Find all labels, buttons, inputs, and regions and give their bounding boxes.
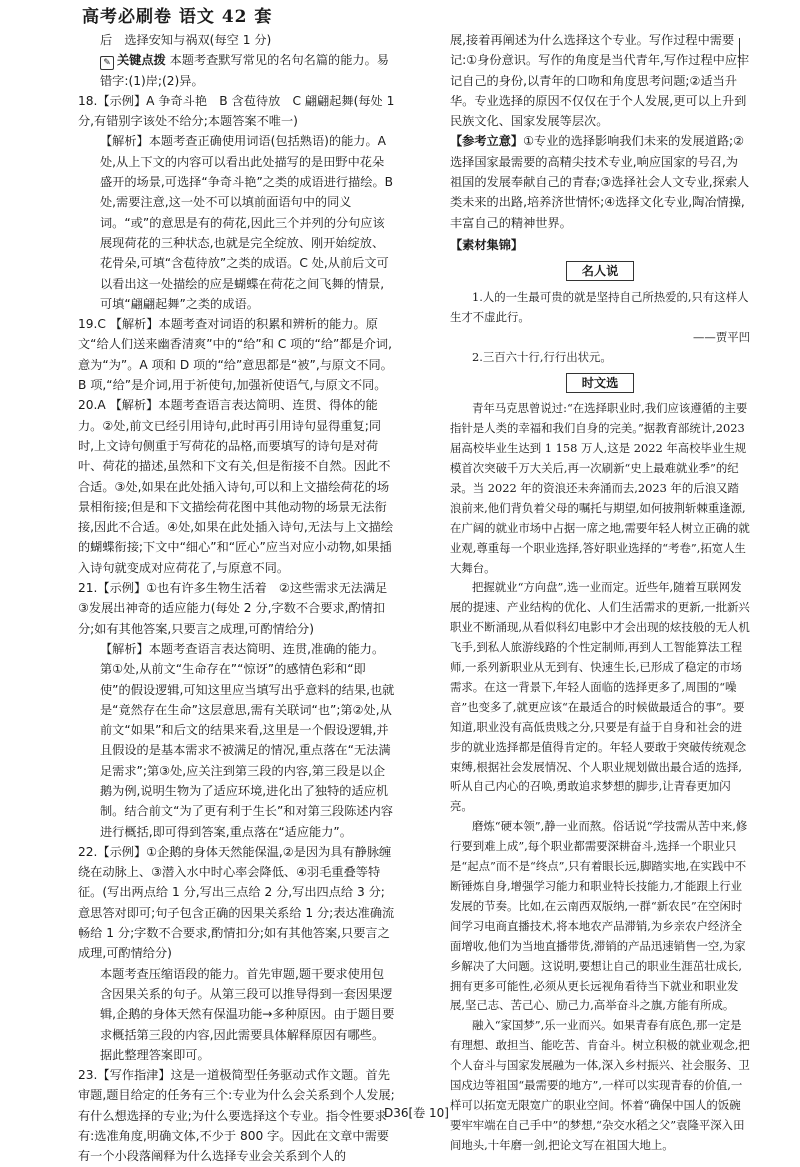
pencil-icon: ✎ — [100, 56, 114, 70]
quote-1-author: ——贾平凹 — [693, 330, 750, 345]
left-column — [78, 30, 400, 1167]
key-point-label: 关键点拨 — [117, 53, 166, 68]
right-column — [450, 30, 750, 1156]
q20-answer: 20.A 【解析】本题考查语言表达简明、连贯、得体的能力。②处,前文已经引用诗句,此时再引用诗句显得重复;同时,上文诗句侧重于写荷花的品格,而要填写的诗句是对荷叶、荷花的描述,虽然和下文有关,但是衔接不自然。因此不合适。③处,如果在此处插入诗句,可以和上文描绘荷花的场景相衔接;但是和下文描绘荷花图中其他动物的场景无法衔接,因此不合适。④处,如果在此处插入诗句,无法与上文描绘的蝴蝶衔接;下文中“细心”和“匠心”应当对应小动物,如果插入诗句就变成对应荷花了,与原意不同。 — [78, 398, 394, 575]
q23-answer: 23.【写作指津】这是一道极简型任务驱动式作文题。首先审题,题目给定的任务有三个:专业为什么会关系到个人发展;有什么想选择的专业;为什么要选择这个专业。指令性要求有:选准角度,明确文体,不少于 800 字。因此在文章中需要有一个小段落阐释为什么选择专业会关系到个人的 — [78, 1068, 395, 1164]
prev-answer-tail: 后 选择安知与祸双(每空 1 分) — [100, 33, 272, 47]
q19-answer: 19.C 【解析】本题考查对词语的积累和辨析的能力。原文“给人们送来幽香清爽”中的“给”和 C 项的“给”都是介词,意为“为”。A 项和 D 项的“给”意思都是“被”,与原文不同。B 项,“给”是介词,用于祈使句,加强祈使语气,与原文不同。 — [78, 317, 393, 393]
book-title: 高考必刷卷 语文 42 套 — [82, 7, 273, 27]
celebrity-quotes-tag: 名人说 — [566, 261, 634, 281]
q23-continuation: 展,接着再阐述为什么选择这个专业。写作过程中需要记:①身份意识。写作的角度是当代青年,写作过程中应牢记自己的身份,以青年的口吻和角度思考问题;②适当升华。专业选择的原因不仅仅在于个人发展,更可以上升到民族文化、国家发展等层次。 — [450, 33, 750, 129]
reference-text: ①专业的选择影响我们未来的发展道路;②选择国家最需要的高精尖技术专业,响应国家的号召,为祖国的发展奉献自己的青春;③选择社会人文专业,探索人类未来的出路,培养济世情怀;④选择文化专业,陶冶情操,丰富自己的精神世界。 — [450, 134, 750, 230]
reference-ideas — [450, 131, 750, 232]
page-number: D36[卷 10] — [384, 1106, 449, 1120]
q21-analysis: 【解析】本题考查语言表达简明、连贯,准确的能力。第①处,从前文“生命存在”“惊讶”的感情色彩和“即使”的假设逻辑,可知这里应当填写出乎意料的结果,也就是“竟然存在生命”这层意思,需有关联词“也”;第②处,从前文“如果”和后文的结果来看,这里是一个假设逻辑,并且假设的是基本需求不被满足的情况,重点落在“无法满足需求”;第③处,应关注到第三段的内容,第三段是以企鹅为例,说明生物为了适应环境,进化出了独特的适应机制。结合前文“为了更有利于生长”和对第三段陈述内容进行概括,即可得到答案,重点落在“适应能力”。 — [100, 641, 395, 839]
q22-answer: 22.【示例】①企鹅的身体天然能保温,②是因为具有静脉缠绕在动脉上、③潜入水中时心率会降低、④羽毛重叠等特征。(写出两点给 1 分,写出三点给 2 分,写出四点给 3 分;意思答对即可;句子包含正确的因果关系给 1 分;表达准确流畅给 1 分;字数不合要求,酌情扣分;如有其他答案,只要言之成理,可酌情给分) — [78, 844, 395, 961]
quote-2: 2.三百六十行,行行出状元。 — [472, 350, 612, 365]
essay-paragraph-3: 磨炼“硬本领”,静一业而熬。俗话说“学技需从苦中来,修行要到难上成”,每个职业都需要深耕奋斗,选择一个职业只是“起点”而不是“终点”,只有着眼长远,脚踏实地,在实践中不断锤炼自身,增强学习能力和职业特长技能力,才能跟上行业发展的节奏。比如,在云南西双版纳,一群“新农民”在空闲时间学习电商直播技术,将本地农产品滞销,为乡亲农户经济全面增收,他们为当地直播带货,滞销的产品迅速销售一空,为家乡解决了大问题。这说明,要想让自己的职业生涯茁壮成长,拥有更多可能性,必须从更长远视角看待当下就业和职业发展,坚己志、苦己心、励己力,高举奋斗之旗,方能有所成。 — [450, 819, 748, 1013]
essay-selection-tag: 时文选 — [566, 373, 634, 393]
q21-answer: 21.【示例】①也有许多生物生活着 ②这些需求无法满足 ③发展出神奇的适应能力(每处 2 分,字数不合要求,酌情扣分;如有其他答案,只要言之成理,可酌情给分) — [78, 581, 400, 636]
q22-analysis: 本题考查压缩语段的能力。首先审题,题干要求使用包含因果关系的句子。从第三段可以推导得到一套因果逻辑,企鹅的身体天然有保温功能→多种原因。由于题目要求概括第三段的内容,因此需要具体解释原因有哪些。据此整理答案即可。 — [100, 966, 395, 1062]
material-label: 【素材集锦】 — [450, 237, 524, 252]
key-point-text: 本题考查默写常见的名句名篇的能力。易错字:(1)岸;(2)异。 — [100, 53, 389, 88]
quote-1: 1.人的一生最可贵的就是坚持自己所热爱的,只有这样人生才不虚此行。 — [450, 290, 749, 325]
essay-paragraph-2: 把握就业“方向盘”,选一业而定。近些年,随着互联网发展的提速、产业结构的优化、人们生活需求的更新,一批新兴职业不断涌现,从看似科幻电影中才会出现的炫技般的无人机飞手,到私人旅游线路的个性定制师,再到人工智能算法工程师,一系列新职业从无到有、快速生长,已形成了稳定的市场需求。在这一背景下,年轻人面临的选择更多了,周围的“噪音”也变多了,就更应该“在最适合的时候做最适合的事”。要知道,职业没有高低贵贱之分,只要是有益于自身和社会的进步的就业选择都是值得肯定的。年轻人要敢于突破传统观念束缚,根据社会发展情况、个人职业规划做出最合适的选择,听从自己内心的召唤,勇敢追求梦想的脚步,让青春更加闪亮。 — [450, 580, 750, 814]
reference-label: 【参考立意】 — [450, 134, 524, 149]
essay-paragraph-4: 融入“家国梦”,乐一业而兴。如果青春有底色,那一定是有理想、敢担当、能吃苦、肯奋斗。树立积极的就业观念,把个人奋斗与国家发展融为一体,深入乡村振兴、社会服务、卫国戍边等祖国“最需要的地方”,一样可以实现青春的价值,一样可以拓宽无限宽广的职业空间。怀着“确保中国人的饭碗要牢牢端在自己手中”的梦想,“杂交水稻之父”袁隆平深入田间地头,十年磨一剑,把论文写在祖国大地上。 — [450, 1018, 750, 1152]
essay-paragraph-1: 青年马克思曾说过:“在选择职业时,我们应该遵循的主要指针是人类的幸福和我们自身的完美。”据教育部统计,2023 届高校毕业生达到 1 158 万人,这是 2022 年高校毕业生规模首次突破千万大关后,再一次刷新“史上最难就业季”的纪录。当 2022 年的资浪还未奔涌而去,2023 年的后浪又踏浪前来,他们背负着父母的嘱托与期望,如何披荆斩棘重逢源,在广阔的就业市场中占据一席之地,需要年轻人树立正确的就业观,尊重每一个职业选择,答好职业选择的“考卷”,拓宽人生大舞台。 — [450, 401, 750, 575]
key-point-block — [78, 50, 396, 91]
q18-analysis: 【解析】本题考查正确使用词语(包括熟语)的能力。A 处,从上下文的内容可以看出此处描写的是田野中花朵盛开的场景,可选择“争奇斗艳”之类的成语进行描绘。B 处,需要注意,这一处不可以填前面语句中的同义词。“或”的意思是有的荷花,因此三个并列的分句应该展现荷花的三种状态,也就是完全绽放、刚开始绽放、花骨朵,可填“含苞待放”之类的成语。C 处,从前后文可以看出这一处描绘的应是蝴蝶在荷花之间飞舞的情景,可填“翩翩起舞”之类的成语。 — [100, 134, 393, 311]
q18-answer: 18.【示例】A 争奇斗艳 B 含苞待放 C 翩翩起舞(每处 1 分,有错别字该处不给分;本题答案不唯一) — [78, 93, 395, 129]
